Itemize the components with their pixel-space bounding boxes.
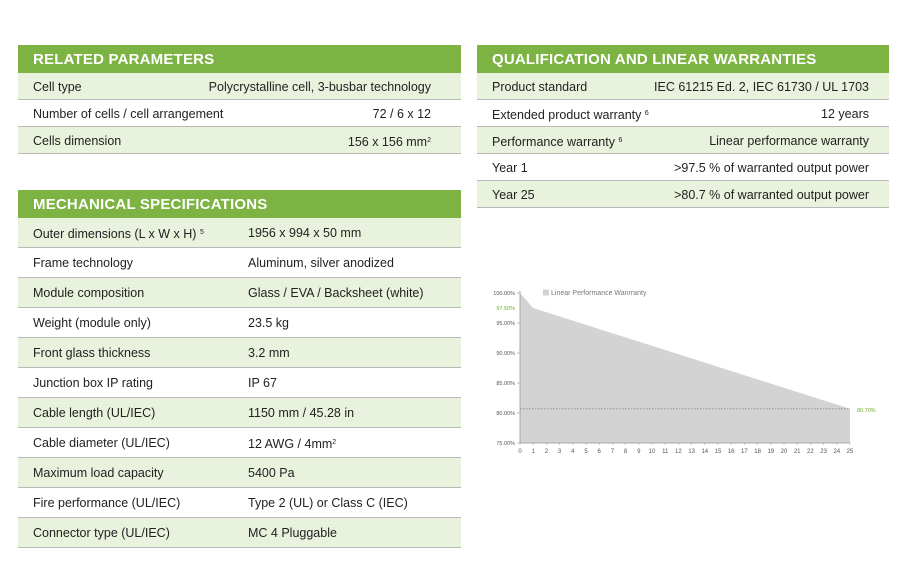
table-row (18, 428, 461, 458)
superscript: 2 (332, 439, 337, 446)
x-tick-label: 17 (741, 449, 748, 455)
table-row (18, 338, 461, 368)
row-value-text: 23.5 kg (248, 316, 290, 330)
legend-swatch (543, 290, 549, 296)
row-value (248, 428, 336, 459)
table-row (18, 458, 461, 488)
y-tick-label: 100.00% (493, 291, 515, 297)
footnote-mark: 5 (199, 229, 204, 236)
mechanical-specifications-rows (18, 218, 461, 548)
mechanical-specifications-table (18, 190, 461, 548)
row-label-text: Front glass thickness (33, 346, 151, 360)
footnote-mark: 6 (618, 137, 623, 144)
row-label-text: Performance warranty (492, 135, 615, 149)
row-value (248, 368, 277, 398)
y-tick-label: 85.00% (496, 381, 515, 387)
row-label (33, 338, 150, 368)
table-row (18, 488, 461, 518)
row-label (492, 127, 622, 156)
x-tick-label: 8 (623, 449, 628, 455)
row-value-text: 1150 mm / 45.28 in (248, 406, 355, 420)
row-value-text: 72 / 6 x 12 (372, 107, 431, 121)
row-label (33, 458, 164, 488)
related-parameters-table (18, 45, 461, 154)
row-value-text: Polycrystalline cell, 3-busbar technology (208, 80, 431, 94)
row-label (492, 73, 587, 101)
y-tick-label: 80.00% (496, 411, 515, 417)
row-label-text: Weight (module only) (33, 316, 151, 330)
row-value (248, 458, 295, 488)
table-row (18, 218, 461, 248)
row-value (674, 154, 869, 182)
table-row (18, 127, 461, 154)
row-label-text: Junction box IP rating (33, 376, 153, 390)
x-tick-label: 15 (714, 449, 722, 455)
row-value-text: 5400 Pa (248, 466, 295, 480)
row-value (248, 338, 290, 368)
x-tick-label: 5 (584, 449, 588, 455)
row-value-text: IEC 61215 Ed. 2, IEC 61730 / UL 1703 (654, 80, 869, 94)
x-tick-label: 12 (675, 449, 682, 455)
row-label (33, 368, 153, 398)
x-tick-label: 1 (531, 449, 535, 455)
qualification-warranties-table (477, 45, 889, 208)
row-label (33, 73, 82, 101)
row-value (248, 278, 424, 308)
row-value (709, 127, 869, 155)
table-row (18, 73, 461, 100)
row-label-text: Maximum load capacity (33, 466, 164, 480)
table-row (18, 398, 461, 428)
table-row (18, 518, 461, 548)
x-tick-label: 20 (780, 449, 788, 455)
y-tick-label: 90.00% (496, 351, 515, 357)
row-label (33, 488, 180, 518)
row-label (33, 127, 121, 155)
row-value-text: Linear performance warranty (709, 134, 869, 148)
row-value-text: >80.7 % of warranted output power (674, 188, 869, 202)
table-row (477, 127, 889, 154)
row-label-text: Cable diameter (UL/IEC) (33, 436, 170, 450)
row-value-text: Aluminum, silver anodized (248, 256, 394, 270)
row-value-text: Type 2 (UL) or Class C (IEC) (248, 496, 408, 510)
row-value-text: MC 4 Pluggable (248, 526, 337, 540)
qualification-warranties-title: QUALIFICATION AND LINEAR WARRANTIES (477, 45, 889, 73)
mechanical-specifications-title: MECHANICAL SPECIFICATIONS (18, 190, 461, 218)
row-value (248, 398, 354, 428)
row-value-text: 12 AWG / 4mm (248, 437, 333, 451)
row-value (821, 100, 869, 128)
table-row (477, 100, 889, 127)
table-row (18, 308, 461, 338)
row-value (373, 100, 431, 128)
y-tick-label: 75.00% (496, 441, 515, 447)
row-label-text: Outer dimensions (L x W x H) (33, 227, 197, 241)
qualification-warranties-rows (477, 73, 889, 208)
x-tick-label: 11 (662, 449, 669, 455)
row-label-text: Connector type (UL/IEC) (33, 526, 170, 540)
x-tick-label: 13 (688, 449, 695, 455)
row-label (33, 518, 170, 548)
x-tick-label: 19 (767, 449, 775, 455)
x-tick-label: 24 (833, 449, 841, 455)
warranty-chart (480, 282, 890, 462)
related-parameters-title: RELATED PARAMETERS (18, 45, 461, 73)
row-label-text: Year 25 (492, 188, 535, 202)
table-row (477, 73, 889, 100)
x-tick-label: 9 (637, 449, 641, 455)
x-tick-label: 22 (807, 449, 814, 455)
table-row (18, 368, 461, 398)
row-value-text: 12 years (821, 107, 869, 121)
x-tick-label: 23 (820, 449, 827, 455)
row-value (248, 248, 394, 278)
row-value-text: 156 x 156 mm (347, 135, 428, 149)
x-tick-label: 0 (518, 449, 522, 455)
related-parameters-rows (18, 73, 461, 154)
table-row (18, 248, 461, 278)
row-value (674, 181, 869, 209)
row-value (248, 518, 337, 548)
row-label (492, 100, 649, 129)
x-tick-label: 7 (610, 449, 615, 455)
x-tick-label: 16 (727, 449, 735, 455)
row-label-text: Module composition (33, 286, 145, 300)
table-row (477, 154, 889, 181)
row-value (209, 73, 431, 101)
row-label-text: Product standard (492, 80, 588, 94)
x-tick-label: 14 (701, 449, 709, 455)
row-label (492, 154, 528, 182)
row-label-text: Extended product warranty (492, 108, 642, 122)
row-label (492, 181, 535, 209)
footnote-mark: 6 (644, 110, 649, 117)
row-label (33, 218, 204, 249)
row-value-text: 3.2 mm (248, 346, 290, 360)
row-value (248, 218, 361, 248)
row-label (33, 398, 155, 428)
table-row (477, 181, 889, 208)
x-tick-label: 21 (793, 449, 801, 455)
legend-label: Linear Performance Wanrranty (551, 290, 647, 297)
row-label-text: Number of cells / cell arrangement (33, 107, 224, 121)
row-label (33, 308, 151, 338)
row-value-text: Glass / EVA / Backsheet (white) (248, 286, 424, 300)
x-tick-label: 25 (846, 449, 854, 455)
row-value-text: IP 67 (248, 376, 277, 390)
x-tick-label: 2 (544, 449, 549, 455)
row-value (348, 127, 431, 156)
x-tick-label: 18 (754, 449, 761, 455)
row-label-text: Year 1 (492, 161, 528, 175)
annotation-start: 97.50% (496, 306, 515, 312)
row-label-text: Fire performance (UL/IEC) (33, 496, 181, 510)
row-label-text: Frame technology (33, 256, 134, 270)
row-value-text: 1956 x 994 x 50 mm (248, 226, 362, 240)
table-row (18, 278, 461, 308)
row-value (654, 73, 869, 101)
x-tick-label: 10 (648, 449, 656, 455)
annotation-end: 80.70% (857, 407, 876, 414)
table-row (18, 100, 461, 127)
row-label-text: Cable length (UL/IEC) (33, 406, 156, 420)
row-value-text: >97.5 % of warranted output power (674, 161, 869, 175)
y-tick-label: 95.00% (496, 321, 515, 327)
x-tick-label: 3 (557, 449, 562, 455)
row-value (248, 488, 408, 518)
row-label (33, 248, 133, 278)
row-label-text: Cells dimension (33, 134, 122, 148)
x-tick-label: 4 (571, 449, 575, 455)
superscript: 2 (427, 137, 431, 144)
warranty-area (520, 293, 850, 443)
row-value (248, 308, 289, 338)
row-label (33, 428, 170, 458)
row-label-text: Cell type (33, 80, 82, 94)
x-tick-label: 6 (597, 449, 601, 455)
row-label (33, 278, 144, 308)
row-label (33, 100, 223, 128)
